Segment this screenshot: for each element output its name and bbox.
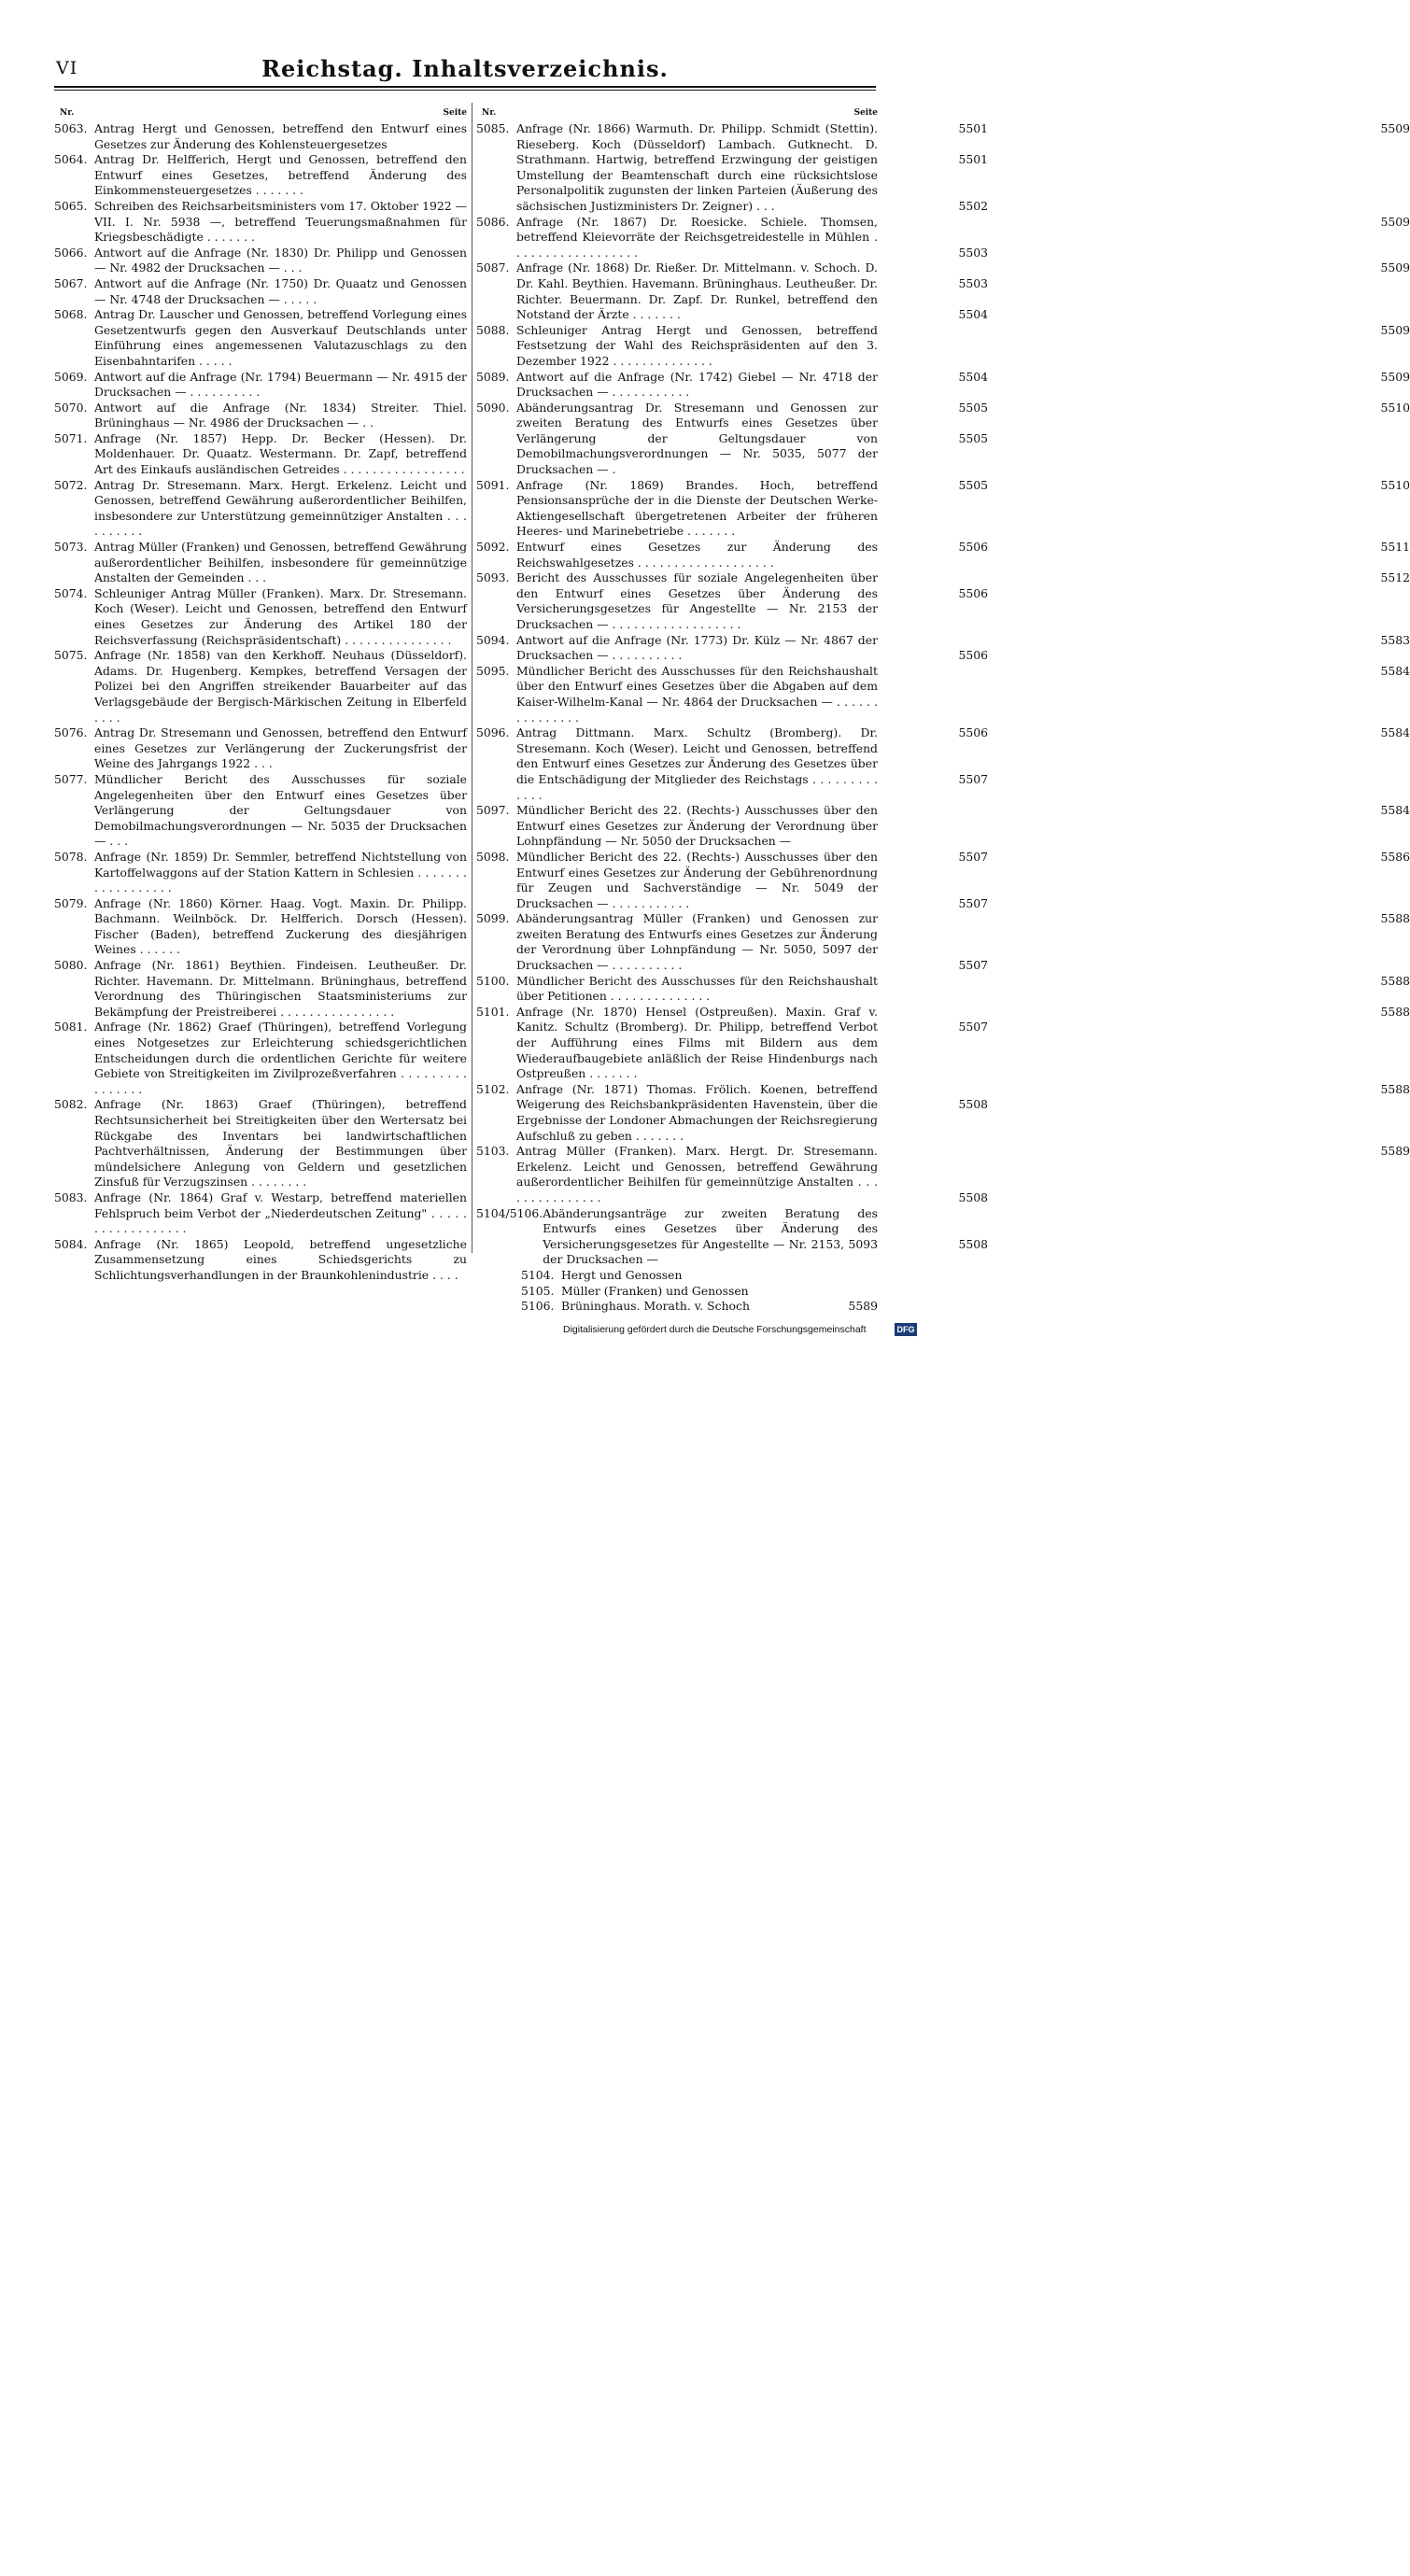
entry-number: 5100. [476, 973, 510, 988]
entry-number: 5088. [476, 322, 510, 337]
entry-number: 5101. [476, 1004, 510, 1019]
entry-number: 5071. [54, 430, 88, 445]
page-title: Reichstag. Inhaltsverzeichnis. [261, 55, 669, 82]
entry-text: Antwort auf die Anfrage (Nr. 1742) Giebel — Nr. 4718 der Drucksachen — . . . . . . . . . . . [516, 369, 878, 400]
right-column-header [476, 108, 878, 121]
entry-number: 5076. [54, 725, 88, 740]
footer [563, 1323, 918, 1338]
entry-page: 5588 [1380, 1004, 1410, 1019]
entry-text: Anfrage (Nr. 1859) Dr. Semmler, betreffend Nichtstellung von Kartoffelwaggons auf der Station Kattern in Schlesien . . . . . . . . . . . . . . . . . . [94, 849, 467, 895]
index-entry [476, 663, 1410, 725]
entry-page: 5509 [1380, 260, 1410, 275]
entry-text: Abänderungsantrag Müller (Franken) und Genossen zur zweiten Beratung des Entwurfs eines Gesetzes zur Änderung der Verordnung über Lohnpfändung — Nr. 5050, 5097 der Drucksachen — . . . . . . . . . . [516, 911, 878, 973]
entry-page: 5583 [1380, 632, 1410, 647]
nr-header: Nr. [60, 108, 75, 118]
index-entry [476, 803, 1410, 850]
seite-header: Seite [443, 108, 467, 118]
left-column-header [54, 108, 467, 121]
entry-number: 5105. [521, 1283, 555, 1298]
entry-text: Anfrage (Nr. 1870) Hensel (Ostpreußen). Maxin. Graf v. Kanitz. Schultz (Bromberg). Dr. Philipp, betreffend Verbot der Aufführung eines Films mit Bildern aus dem Wiederaufbaugebiete anläßlich der Reise Hindenburgs nach Ostpreußen . . . . . . . [516, 1004, 878, 1081]
entry-text: Antrag Dr. Stresemann und Genossen, betreffend den Entwurf eines Gesetzes zur Verlängerung der Zuckerungsfrist der Weine des Jahrgangs 1922 . . . [94, 725, 467, 771]
entry-text: Anfrage (Nr. 1862) Graef (Thüringen), betreffend Vorlegung eines Notgesetzes zur Erleichterung schiedsgerichtlichen Entscheidungen durch die ordentlichen Gerichte für weitere Gebiete von Streitigkeiten im Zivilprozeßverfahren . . . . . . . . . . . . . . . . [94, 1020, 467, 1096]
entry-page: 5504 [958, 307, 988, 322]
dfg-logo: DFG [895, 1323, 917, 1336]
entry-number: 5075. [54, 648, 88, 663]
entry-text: Antrag Dr. Helfferich, Hergt und Genossen, betreffend den Entwurf eines Gesetzes, betreffend Änderung des Einkommensteuergesetzes . . . . . . . [94, 152, 467, 198]
nr-header: Nr. [482, 108, 497, 118]
entry-text: Anfrage (Nr. 1869) Brandes. Hoch, betreffend Pensionsansprüche der in die Dienste der Deutschen Werke-Aktiengesellschaft übergetretenen Arbeiter der früheren Heeres- und Marinebetriebe . . . . . . . [516, 477, 878, 539]
entry-text: Antrag Müller (Franken) und Genossen, betreffend Gewährung außerordentlicher Beihilfen, insbesondere für gemeinnützige Anstalten der Gemeinden . . . [94, 540, 467, 585]
entry-number: 5103. [476, 1144, 510, 1159]
entry-number: 5079. [54, 895, 88, 910]
entry-number: 5095. [476, 663, 510, 678]
entry-text: Anfrage (Nr. 1860) Körner. Haag. Vogt. Maxin. Dr. Philipp. Bachmann. Weilnböck. Dr. Helfferich. Dorsch (Hessen). Fischer (Baden), betreffend Zuckerung des diesjährigen Weines . . . . . . [94, 895, 467, 957]
entry-page: 5586 [1380, 849, 1410, 864]
entry-text: Anfrage (Nr. 1866) Warmuth. Dr. Philipp. Schmidt (Stettin). Rieseberg. Koch (Düsseldorf) Lambach. Gutknecht. D. Strathmann. Hartwig, betreffend Erzwingung der geistigen Umstellung der Beamtenschaft durch eine rücksichtslose Personalpolitik zugunsten der linken Parteien (Äußerung des sächsischen Justizministers Dr. Zeigner) . . . [516, 121, 878, 213]
entry-number: 5089. [476, 369, 510, 384]
entry-text: Antwort auf die Anfrage (Nr. 1794) Beuermann — Nr. 4915 der Drucksachen — . . . . . . . . . . [94, 369, 467, 400]
entry-text: Mündlicher Bericht des 22. (Rechts-) Ausschusses über den Entwurf eines Gesetzes zur Änderung der Gebührenordnung für Zeugen und Sachverständige — Nr. 5049 der Drucksachen — . . . . . . . . . . . [516, 849, 878, 910]
entry-number: 5068. [54, 307, 88, 322]
entry-page: 5507 [958, 1020, 988, 1035]
entry-text: Antwort auf die Anfrage (Nr. 1773) Dr. Külz — Nr. 4867 der Drucksachen — . . . . . . . . . . [516, 632, 878, 663]
entry-page: 5504 [958, 369, 988, 384]
entry-number: 5097. [476, 803, 510, 818]
entry-page: 5501 [958, 152, 988, 167]
entry-page: 5588 [1380, 973, 1410, 988]
entry-text: Anfrage (Nr. 1861) Beythien. Findeisen. Leutheußer. Dr. Richter. Havemann. Dr. Mittelmann. Brüninghaus, betreffend Verordnung des Thüringischen Staatsministeriums zur Bekämpfung der Preistreiberei . . . . . . . . . . . . . . . . [94, 958, 467, 1019]
entry-page: 5502 [958, 198, 988, 213]
entry-page: 5589 [1380, 1144, 1410, 1159]
entry-page: 5508 [958, 1189, 988, 1204]
entry-page: 5505 [958, 400, 988, 415]
entry-text: Antrag Dittmann. Marx. Schultz (Bromberg). Dr. Stresemann. Koch (Weser). Leicht und Genossen, betreffend den Entwurf eines Gesetzes zur Änderung des Gesetzes über die Entschädigung der Mitglieder des Reichstags . . . . . . . . . . . . . [516, 725, 878, 802]
entry-number: 5094. [476, 632, 510, 647]
entry-page: 5506 [958, 725, 988, 740]
entry-number: 5067. [54, 275, 88, 290]
entry-text: Antwort auf die Anfrage (Nr. 1834) Streiter. Thiel. Brüninghaus — Nr. 4986 der Drucksachen — . . [94, 400, 467, 430]
entry-page: 5511 [1380, 540, 1410, 555]
footer-text: Digitalisierung gefördert durch die Deutsche Forschungsgemeinschaft [563, 1324, 867, 1335]
entry-number: 5099. [476, 911, 510, 926]
entry-text: Mündlicher Bericht des Ausschusses für den Reichshaushalt über Petitionen . . . . . . . . . . . . . . [516, 973, 878, 1004]
entry-text: Antrag Hergt und Genossen, betreffend den Entwurf eines Gesetzes zur Änderung des Kohlensteuergesetzes [94, 121, 467, 151]
entry-number: 5091. [476, 477, 510, 492]
entry-page: 5509 [1380, 322, 1410, 337]
entry-page: 5584 [1380, 803, 1410, 818]
entry-page: 5588 [1380, 1081, 1410, 1096]
entry-number: 5083. [54, 1189, 88, 1204]
entry-number: 5064. [54, 152, 88, 167]
entry-text: Schleuniger Antrag Müller (Franken). Marx. Dr. Stresemann. Koch (Weser). Leicht und Genossen, betreffend den Entwurf eines Gesetzes zur Änderung des Artikel 180 der Reichsverfassung (Reichspräsidentschaft) . . . . . . . . . . . . . . . [94, 585, 467, 647]
entry-page: 5505 [958, 430, 988, 445]
entry-number: 5080. [54, 958, 88, 973]
entry-number: 5081. [54, 1020, 88, 1035]
entry-text: Müller (Franken) und Genossen [561, 1283, 749, 1298]
entry-text: Anfrage (Nr. 1857) Hepp. Dr. Becker (Hessen). Dr. Moldenhauer. Dr. Quaatz. Westermann. Dr. Zapf, betreffend Art des Einkaufs ausländischen Getreides . . . . . . . . . . . . . . . . . [94, 430, 467, 477]
entry-page: 5589 [848, 1299, 878, 1314]
entry-number: 5096. [476, 725, 510, 740]
entry-text: Anfrage (Nr. 1858) van den Kerkhoff. Neuhaus (Düsseldorf). Adams. Dr. Hugenberg. Kempkes, betreffend Versagen der Polizei bei den Angriffen streikender Bauarbeiter auf das Verlagsgebäude der Bergisch-Märkischen Zeitung in Elberfeld . . . . [94, 648, 467, 725]
page-header [54, 54, 876, 84]
entry-page: 5510 [1380, 400, 1410, 415]
index-entry [476, 973, 1410, 1005]
entry-page: 5509 [1380, 214, 1410, 229]
entry-page: 5510 [1380, 477, 1410, 492]
header-rule [54, 86, 876, 88]
entry-number: 5106. [521, 1299, 555, 1314]
entry-number: 5077. [54, 771, 88, 786]
entry-number: 5104. [521, 1267, 555, 1282]
entry-page: 5509 [1380, 369, 1410, 384]
entry-text: Schleuniger Antrag Hergt und Genossen, betreffend Festsetzung der Wahl des Reichspräsidenten auf den 3. Dezember 1922 . . . . . . . . . . . . . . [516, 322, 878, 368]
entry-page: 5506 [958, 648, 988, 663]
entry-number: 5090. [476, 400, 510, 415]
entry-text: Anfrage (Nr. 1868) Dr. Rießer. Dr. Mittelmann. v. Schoch. D. Dr. Kahl. Beythien. Havemann. Brüninghaus. Leutheußer. Dr. Richter. Beuermann. Dr. Zapf. Dr. Runkel, betreffend den Notstand der Ärzte . . . . . . . [516, 260, 878, 322]
entry-page: 5584 [1380, 663, 1410, 678]
entry-number: 5074. [54, 585, 88, 600]
entry-number: 5070. [54, 400, 88, 415]
entry-text: Anfrage (Nr. 1863) Graef (Thüringen), betreffend Rechtsunsicherheit bei Streitigkeiten über den Wertersatz bei Rückgabe des Inventars bei landwirtschaftlichen Pachtverhältnissen, Änderung der Bestimmungen über mündelsichere Anlegung von Geldern und gesetzlichen Zinsfuß für Verzugszinsen . . . . . . . . [94, 1097, 467, 1189]
entry-text: Antrag Dr. Lauscher und Genossen, betreffend Vorlegung eines Gesetzentwurfs gegen den Ausverkauf Deutschlands unter Einführung eines angemessenen Valutazuschlags zu den Eisenbahntarifen . . . . . [94, 307, 467, 368]
entry-text: Anfrage (Nr. 1867) Dr. Roesicke. Schiele. Thomsen, betreffend Kleievorräte der Reichsgetreidestelle in Mühlen . . . . . . . . . . . . . . . . . . [516, 214, 878, 260]
entry-number: 5084. [54, 1236, 88, 1251]
entry-number: 5092. [476, 540, 510, 555]
entry-text: Mündlicher Bericht des 22. (Rechts-) Ausschusses über den Entwurf eines Gesetzes zur Änderung der Verordnung über Lohnpfändung — Nr. 5050 der Drucksachen — [516, 803, 878, 849]
entry-number: 5087. [476, 260, 510, 275]
entry-page: 5588 [1380, 911, 1410, 926]
entry-number: 5082. [54, 1097, 88, 1112]
entry-page: 5509 [1380, 121, 1410, 135]
index-entry [476, 322, 1410, 370]
entry-text: Entwurf eines Gesetzes zur Änderung des Reichswahlgesetzes . . . . . . . . . . . . . . . . . . . [516, 540, 878, 570]
entry-page: 5507 [958, 849, 988, 864]
entry-page: 5505 [958, 477, 988, 492]
entry-number: 5069. [54, 369, 88, 384]
entry-page: 5512 [1380, 570, 1410, 585]
entry-text: Mündlicher Bericht des Ausschusses für soziale Angelegenheiten über den Entwurf eines Gesetzes über Verlängerung der Geltungsdauer von Demobilmachungsverordnungen — Nr. 5035 der Drucksachen — . . . [94, 771, 467, 849]
entry-page: 5501 [958, 121, 988, 135]
entry-page: 5508 [958, 1236, 988, 1251]
entry-text: Brüninghaus. Morath. v. Schoch [561, 1299, 750, 1314]
index-entry [476, 1206, 878, 1268]
entry-text: Schreiben des Reichsarbeitsministers vom 17. Oktober 1922 — VII. I. Nr. 5938 —, betreffend Teuerungsmaßnahmen für Kriegsbeschädigte . . . . . . . [94, 198, 467, 245]
entry-page: 5584 [1380, 725, 1410, 740]
entry-number: 5102. [476, 1081, 510, 1096]
entry-page: 5503 [958, 275, 988, 290]
entry-number: 5063. [54, 121, 88, 135]
entry-page: 5507 [958, 895, 988, 910]
entry-number: 5078. [54, 849, 88, 864]
entry-page: 5507 [958, 958, 988, 973]
entry-number: 5086. [476, 214, 510, 229]
entry-number: 5098. [476, 849, 510, 864]
entry-text: Hergt und Genossen [561, 1267, 683, 1282]
entry-text: Anfrage (Nr. 1864) Graf v. Westarp, betreffend materiellen Fehlspruch beim Verbot der „Niederdeutschen Zeitung" . . . . . . . . . . . . . . . . . . [94, 1189, 467, 1236]
entry-text: Antrag Dr. Stresemann. Marx. Hergt. Erkelenz. Leicht und Genossen, betreffend Gewährung außerordentlicher Beihilfen, insbesondere zur Unterstützung gemeinnütziger Anstalten . . . . . . . . . . [94, 477, 467, 539]
entry-page: 5506 [958, 585, 988, 600]
entry-page: 5507 [958, 771, 988, 786]
entry-text: Bericht des Ausschusses für soziale Angelegenheiten über den Entwurf eines Gesetzes über Änderung des Versicherungsgesetzes für Angestellte — Nr. 2153 der Drucksachen — . . . . . . . . . . . . . . . . . . [516, 570, 878, 631]
entry-page [476, 1206, 1410, 2545]
header-rule-thin [54, 90, 876, 91]
entry-text: Antwort auf die Anfrage (Nr. 1830) Dr. Philipp und Genossen — Nr. 4982 der Drucksachen — . . . [94, 245, 467, 275]
entry-text: Abänderungsanträge zur zweiten Beratung des Entwurfs eines Gesetzes über Änderung des Versicherungsgesetzes für Angestellte — Nr. 2153, 5093 der Drucksachen — [543, 1205, 878, 1267]
entry-text: Antrag Müller (Franken). Marx. Hergt. Dr. Stresemann. Erkelenz. Leicht und Genossen, betreffend Gewährung außerordentlicher Beihilfen für gemeinnützige Anstalten . . . . . . . . . . . . . . . [516, 1144, 878, 1204]
entry-number: 5104/5106. [476, 1205, 543, 1220]
entry-text: Mündlicher Bericht des Ausschusses für den Reichshaushalt über den Entwurf eines Gesetzes über die Abgaben auf dem Kaiser-Wilhelm-Kanal — Nr. 4864 der Drucksachen — . . . . . . . . . . . . . . . [516, 663, 878, 725]
page-number: VI [56, 58, 78, 78]
entry-text: Anfrage (Nr. 1871) Thomas. Frölich. Koenen, betreffend Weigerung des Reichsbankpräsidenten Havenstein, über die Ergebnisse der Londoner Abmachungen der Reichsregierung Aufschluß zu geben . . . . . . . [516, 1081, 878, 1143]
entry-text: Abänderungsantrag Dr. Stresemann und Genossen zur zweiten Beratung des Entwurfs eines Gesetzes über Verlängerung der Geltungsdauer von Demobilmachungsverordnungen — Nr. 5035, 5077 der Drucksachen — . [516, 400, 878, 477]
entry-page: 5503 [958, 245, 988, 260]
entry-text: Antwort auf die Anfrage (Nr. 1750) Dr. Quaatz und Genossen — Nr. 4748 der Drucksachen — . . . . . [94, 275, 467, 306]
entry-number: 5072. [54, 477, 88, 492]
entry-number: 5065. [54, 198, 88, 213]
entry-number: 5073. [54, 540, 88, 555]
entry-text: Anfrage (Nr. 1865) Leopold, betreffend ungesetzliche Zusammensetzung eines Schiedsgerichts zu Schlichtungsverhandlungen in der Braunkohlenindustrie . . . . [94, 1236, 467, 1282]
entry-page: 5506 [958, 540, 988, 555]
entry-number: 5066. [54, 245, 88, 260]
entry-number: 5093. [476, 570, 510, 585]
seite-header: Seite [853, 108, 878, 118]
entry-page: 5508 [958, 1097, 988, 1112]
entry-number: 5085. [476, 121, 510, 135]
